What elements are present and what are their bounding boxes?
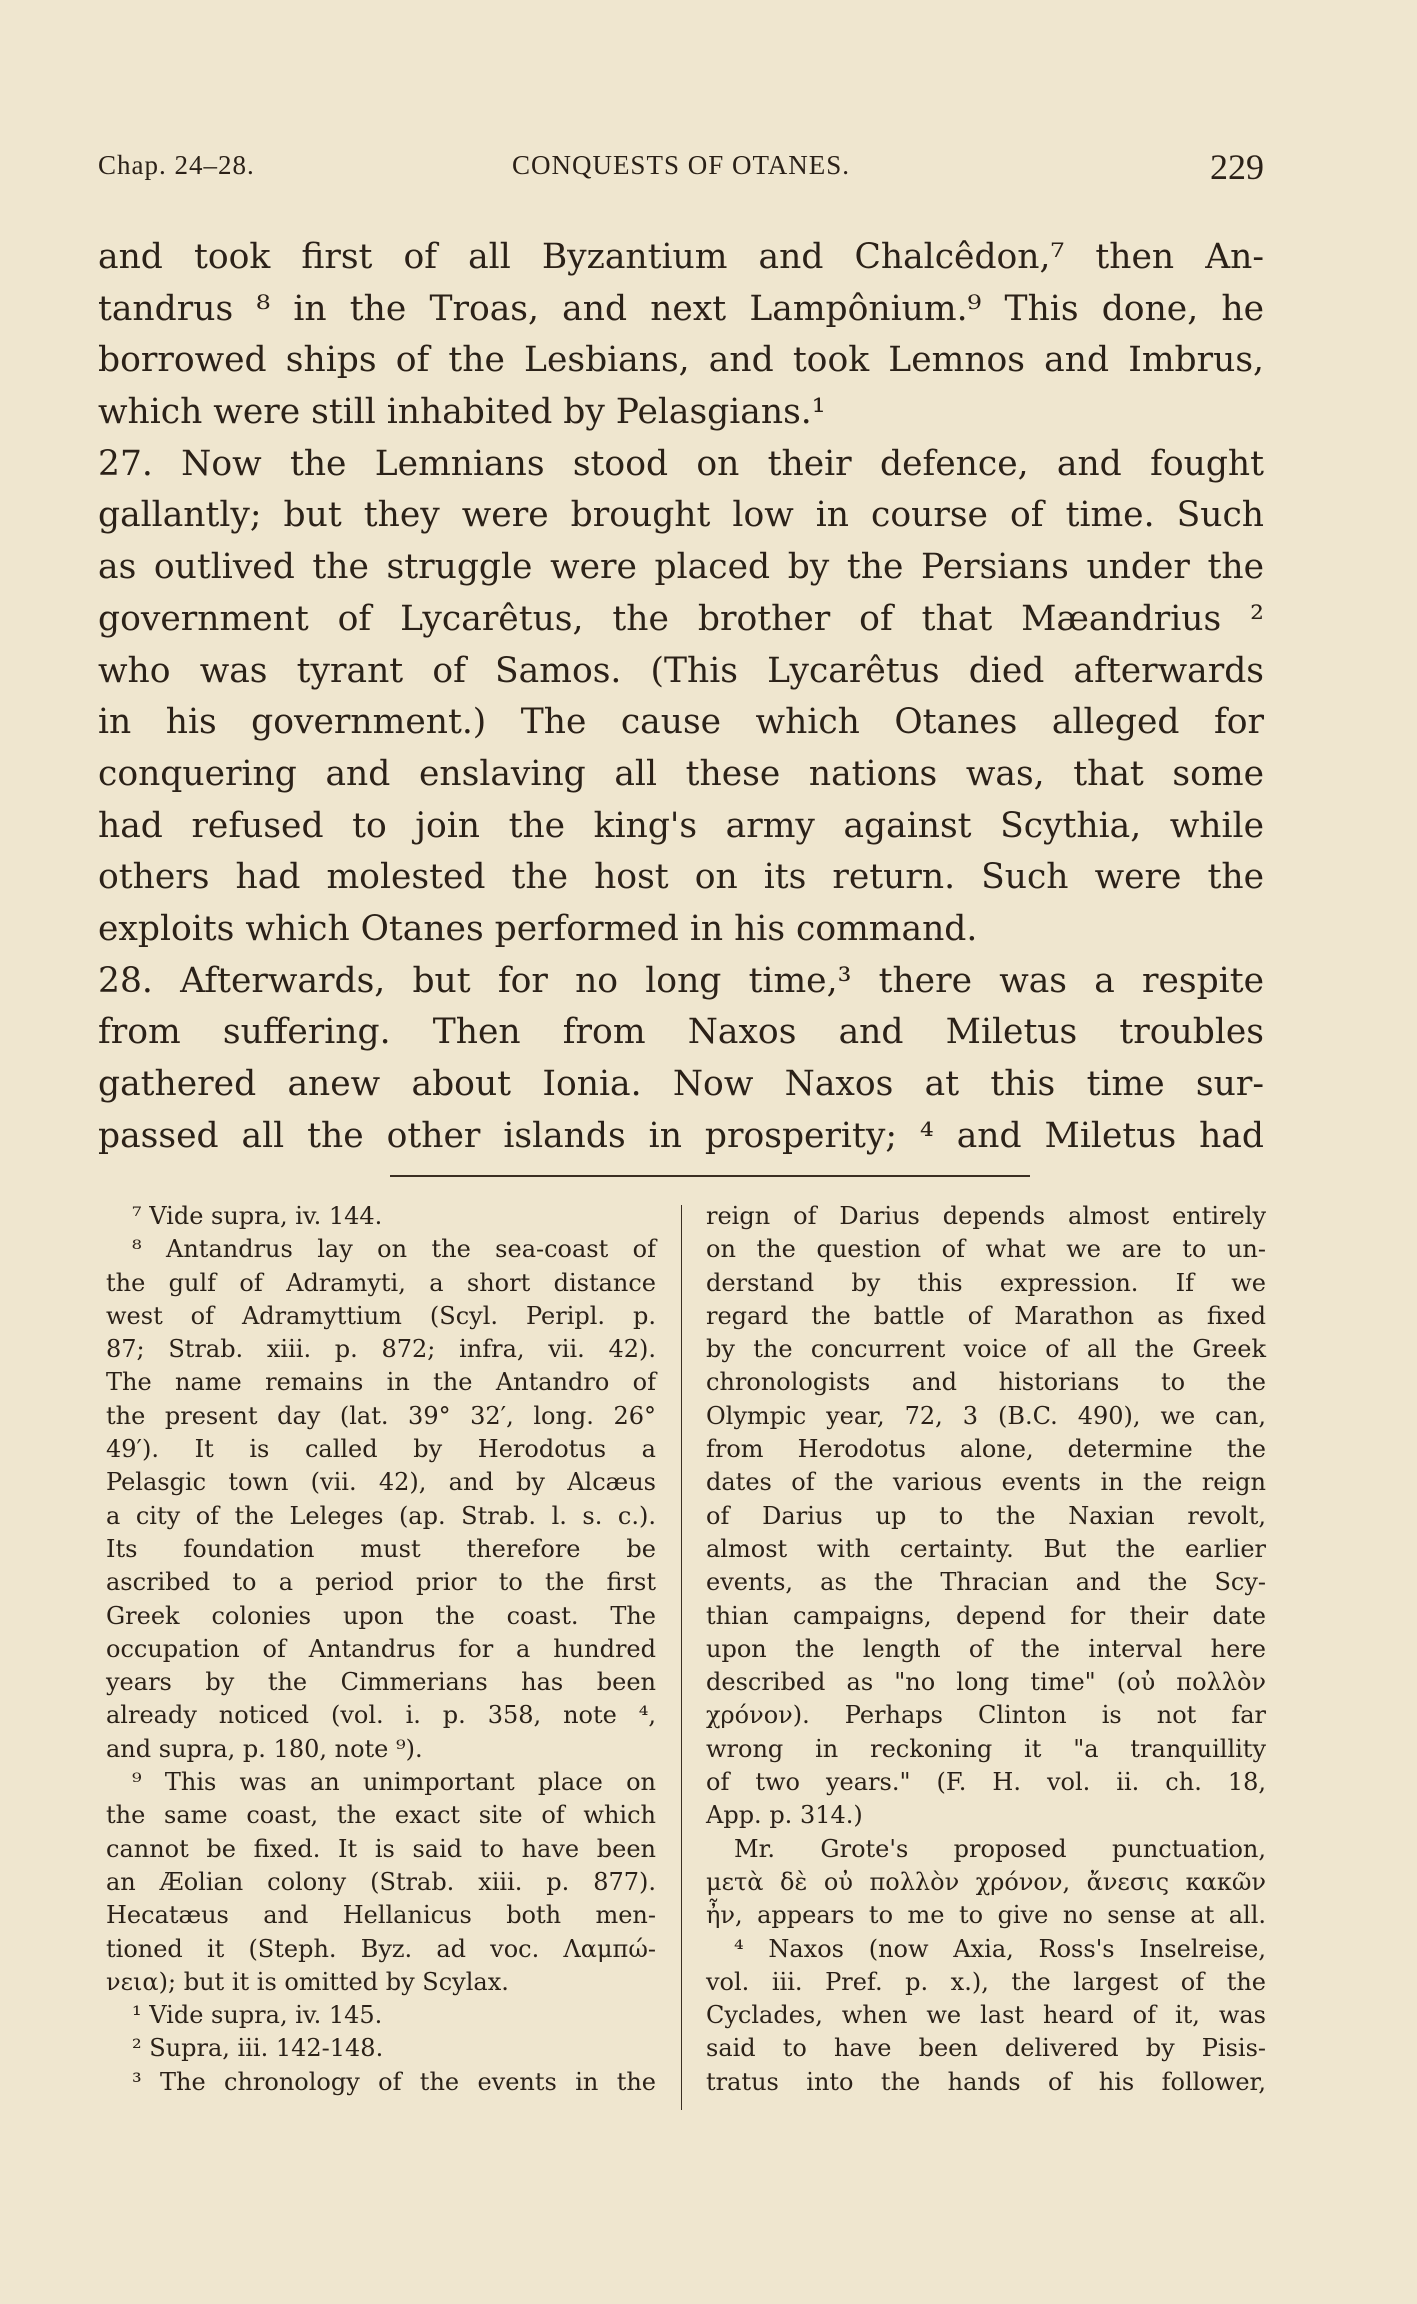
body-line: 28. Afterwards, but for no long time,³ there was a respite xyxy=(98,960,1264,1001)
footnote-line: ¹ Vide supra, iv. 145. xyxy=(132,2001,383,2030)
chapter-reference: Chap. 24–28. xyxy=(98,150,255,180)
footnote-line: Its foundation must therefore be xyxy=(106,1534,656,1563)
body-line: in his government.) The cause which Otanes alleged for xyxy=(98,702,1264,743)
body-line: others had molested the host on its return. Such were the xyxy=(98,857,1264,898)
footnote-line: tioned it (Steph. Byz. ad voc. Λαμπώ- xyxy=(106,1934,656,1963)
body-line: government of Lycarêtus, the brother of that Mæandrius ² xyxy=(98,598,1264,639)
body-line: who was tyrant of Samos. (This Lycarêtus died afterwards xyxy=(98,650,1264,691)
running-head xyxy=(98,147,1264,190)
footnote-line: ascribed to a period prior to the first xyxy=(106,1568,656,1597)
body-line: as outlived the struggle were placed by the Persians under the xyxy=(98,547,1264,588)
footnote-line: Mr. Grote's proposed punctuation, xyxy=(734,1834,1266,1863)
footnote-separator-rule xyxy=(390,1175,1030,1177)
footnote-line: chronologists and historians to the xyxy=(706,1368,1266,1397)
footnote-line: occupation of Antandrus for a hundred xyxy=(106,1634,656,1663)
footnote-line: events, as the Thracian and the Scy- xyxy=(706,1568,1266,1597)
body-line: 27. Now the Lemnians stood on their defence, and fought xyxy=(98,443,1264,484)
footnote-line: Olympic year, 72, 3 (B.C. 490), we can, xyxy=(706,1401,1266,1430)
footnote-line: vol. iii. Pref. p. x.), the largest of the xyxy=(706,1967,1266,1996)
footnote-line: tratus into the hands of his follower, xyxy=(706,2067,1266,2096)
footnote-line: ἦν, appears to me to give no sense at all. xyxy=(706,1901,1266,1930)
footnote-line: ⁹ This was an unimportant place on xyxy=(132,1768,656,1797)
footnote-line: by the concurrent voice of all the Greek xyxy=(706,1335,1266,1364)
footnote-line: described as "no long time" (οὐ πολλὸν xyxy=(706,1668,1266,1697)
footnote-line: derstand by this expression. If we xyxy=(706,1268,1266,1297)
body-line: and took first of all Byzantium and Chalcêdon,⁷ then An- xyxy=(98,237,1264,277)
footnote-line: Cyclades, when we last heard of it, was xyxy=(706,2001,1266,2030)
body-line: which were still inhabited by Pelasgians.¹ xyxy=(98,392,826,433)
footnote-line: χρόνον). Perhaps Clinton is not far xyxy=(706,1701,1266,1730)
footnote-line: wrong in reckoning it "a tranquillity xyxy=(706,1734,1266,1763)
footnote-line: the same coast, the exact site of which xyxy=(106,1801,656,1830)
body-line: passed all the other islands in prosperity; ⁴ and Miletus had xyxy=(98,1115,1264,1156)
footnote-line: cannot be fixed. It is said to have been xyxy=(106,1834,656,1863)
footnote-line: ⁷ Vide supra, iv. 144. xyxy=(132,1202,383,1230)
footnote-line: regard the battle of Marathon as fixed xyxy=(706,1301,1266,1330)
footnotes-right-column xyxy=(706,1200,1266,2130)
body-line: from suffering. Then from Naxos and Miletus troubles xyxy=(98,1012,1264,1053)
footnote-line: ³ The chronology of the events in the xyxy=(132,2067,656,2096)
footnote-line: almost with certainty. But the earlier xyxy=(706,1534,1266,1563)
body-line: gathered anew about Ionia. Now Naxos at this time sur- xyxy=(98,1064,1264,1104)
footnote-line: upon the length of the interval here xyxy=(706,1634,1266,1663)
footnote-line: ⁴ Naxos (now Axia, Ross's Inselreise, xyxy=(734,1934,1266,1963)
footnote-line: Hecatæus and Hellanicus both men- xyxy=(106,1901,656,1930)
footnote-line: the present day (lat. 39° 32′, long. 26° xyxy=(106,1401,656,1430)
body-line: tandrus ⁸ in the Troas, and next Lampônium.⁹ This done, he xyxy=(98,288,1264,329)
footnotes-left-column xyxy=(106,1200,656,2130)
footnote-line: 87; Strab. xiii. p. 872; infra, vii. 42). xyxy=(106,1335,656,1364)
footnote-line: on the question of what we are to un- xyxy=(706,1235,1266,1264)
footnote-line: μετὰ δὲ οὐ πολλὸν χρόνον, ἄνεσις κακῶν xyxy=(706,1867,1266,1896)
body-line: had refused to join the king's army against Scythia, while xyxy=(98,805,1264,846)
body-line: gallantly; but they were brought low in course of time. Such xyxy=(98,495,1264,536)
footnote-line: reign of Darius depends almost entirely xyxy=(706,1202,1266,1230)
footnote-line: Pelasgic town (vii. 42), and by Alcæus xyxy=(106,1468,656,1497)
footnote-line: years by the Cimmerians has been xyxy=(106,1668,656,1697)
body-line: borrowed ships of the Lesbians, and took Lemnos and Imbrus, xyxy=(98,340,1264,381)
body-line: conquering and enslaving all these nations was, that some xyxy=(98,753,1264,794)
footnote-line: of Darius up to the Naxian revolt, xyxy=(706,1501,1266,1530)
footnote-line: and supra, p. 180, note ⁹). xyxy=(106,1734,423,1763)
footnote-line: an Æolian colony (Strab. xiii. p. 877). xyxy=(106,1867,656,1896)
footnote-line: thian campaigns, depend for their date xyxy=(706,1601,1266,1630)
footnote-line: dates of the various events in the reign xyxy=(706,1468,1266,1497)
footnote-line: from Herodotus alone, determine the xyxy=(706,1435,1266,1464)
footnote-line: west of Adramyttium (Scyl. Peripl. p. xyxy=(106,1301,656,1330)
page-number: 229 xyxy=(1210,147,1264,187)
body-line: exploits which Otanes performed in his command. xyxy=(98,908,978,949)
footnote-line: The name remains in the Antandro of xyxy=(106,1368,656,1397)
footnote-line: the gulf of Adramyti, a short distance xyxy=(106,1268,656,1297)
page-header-title: CONQUESTS OF OTANES. xyxy=(511,150,851,180)
footnote-line: a city of the Leleges (ap. Strab. l. s. c.). xyxy=(106,1501,656,1530)
main-text xyxy=(98,232,1264,1162)
footnote-column-divider xyxy=(681,1205,682,2110)
footnote-line: of two years." (F. H. vol. ii. ch. 18, xyxy=(706,1768,1266,1797)
footnote-line: already noticed (vol. i. p. 358, note ⁴, xyxy=(106,1701,656,1730)
footnote-line: ² Supra, iii. 142-148. xyxy=(132,2034,384,2063)
footnote-line: ⁸ Antandrus lay on the sea-coast of xyxy=(132,1235,656,1264)
footnote-line: Greek colonies upon the coast. The xyxy=(106,1601,656,1630)
footnote-line: 49′). It is called by Herodotus a xyxy=(106,1435,656,1464)
footnote-line: said to have been delivered by Pisis- xyxy=(706,2034,1266,2063)
footnote-line: νεια); but it is omitted by Scylax. xyxy=(106,1967,509,1996)
footnote-line: App. p. 314.) xyxy=(706,1801,863,1830)
